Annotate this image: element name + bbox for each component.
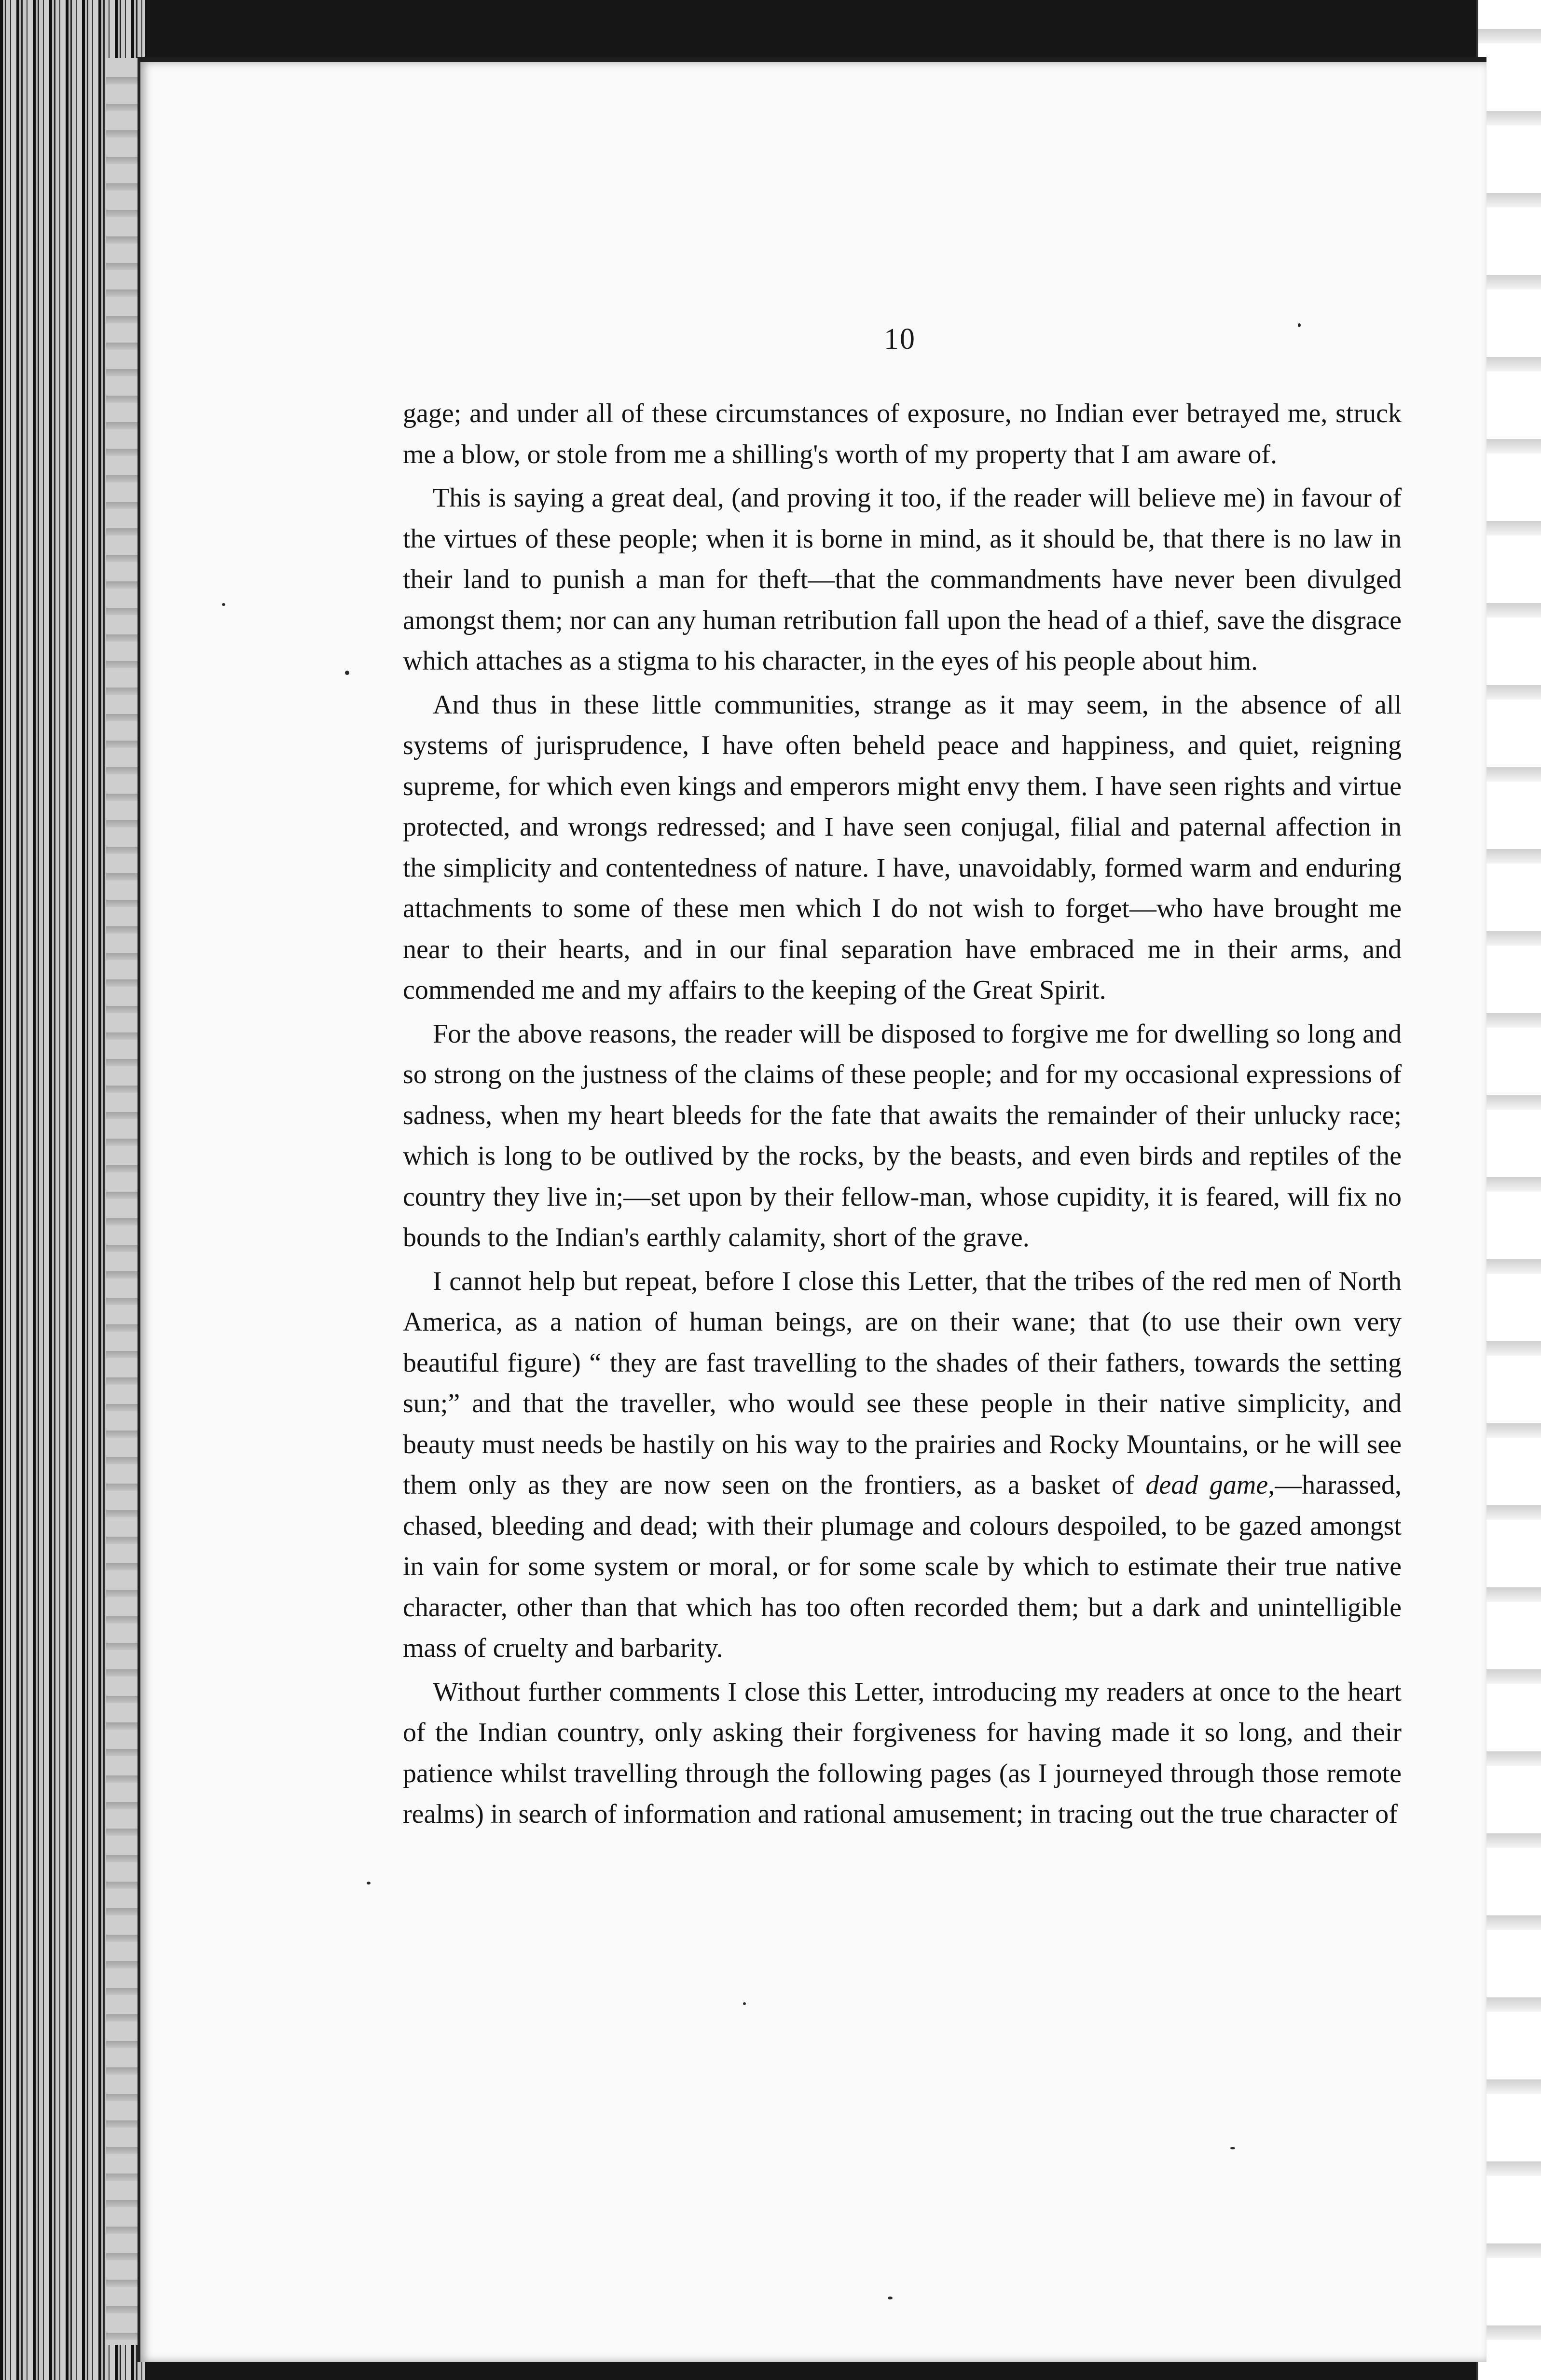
paragraph-6: Without further comments I close this Letter, introducing my readers at once to the heart of the Indian country, only asking their forgiveness for having made it so long, and their patience whilst travelling through the following pages (as I journeyed through those remote realms) in search of information and rational amusement; in tracing out the true character of <box>403 1677 1402 1829</box>
ink-speck <box>888 2297 893 2299</box>
ink-speck <box>1298 323 1301 327</box>
paragraph-5-end: —harassed, chased, bleeding and dead; with their plumage and colours despoiled, to be gazed amongst in vain for some system or moral, or for some scale by which to estimate their true native character, other than that which has too often recorded them; but a dark and unintelligible mass of cruelty and barbarity. <box>403 1470 1402 1663</box>
paragraph-2: This is saying a great deal, (and proving it too, if the reader will believe me) in favour of the virtues of these people; when it is borne in mind, as it should be, that there is no law in their land to punish a man for theft—that the commandments have never been divulged amongst them; nor can any human retribution fall upon the head of a thief, save the disgrace which attaches as a stigma to his character, in the eyes of his people about him. <box>403 483 1402 676</box>
paragraph-3: And thus in these little communities, strange as it may seem, in the absence of all systems of jurisprudence, I have often beheld peace and happiness, and quiet, reigning supreme, for which even kings and emperors might envy them. I have seen rights and virtue protected, and wrongs redressed; and I have seen conjugal, filial and paternal affection in the simplicity and contentedness of nature. I have, unavoidably, formed warm and enduring attachments to some of these men which I do not wish to forget—who have brought me near to their hearts, and in our final separation have embraced me in their arms, and commended me and my affairs to the keeping of the Great Spirit. <box>403 689 1402 1005</box>
ink-speck <box>1230 2147 1235 2149</box>
ink-speck <box>222 603 225 606</box>
paragraph-5 <box>403 1261 1402 1669</box>
paragraph-4: For the above reasons, the reader will be disposed to forgive me for dwelling so long and so strong on the justness of the claims of these people; and for my occasional expressions of sadness, when my heart bleeds for the fate that awaits the remainder of their unlucky race; which is long to be outlived by the rocks, by the beasts, and even birds and reptiles of the country they live in;—set upon by their fellow-man, whose cupidity, it is feared, will fix no bounds to the Indian's earthly calamity, short of the grave. <box>403 1018 1402 1252</box>
paragraph-5-start: I cannot help but repeat, before I close this Letter, that the tribes of the red men of North America, as a nation of human beings, are on their wane; that (to use their own very beautiful figure) “ they are fast travelling to the shades of their fathers, towards the setting sun;” and that the traveller, who would see these people in their native simplicity, and beauty must needs be hastily on his way to the prairies and Rocky Mountains, or he will see them only as they are now seen on the frontiers, as a basket of <box>403 1266 1402 1500</box>
body-text <box>403 393 1402 1835</box>
ink-speck <box>345 671 349 675</box>
ink-speck <box>743 2002 746 2005</box>
book-binding <box>0 0 145 2380</box>
paragraph-1: gage; and under all of these circumstances of exposure, no Indian ever betrayed me, struck me a blow, or stole from me a shilling's worth of my property that I am aware of. <box>403 399 1402 469</box>
ink-speck <box>367 1882 371 1885</box>
italic-phrase: dead game, <box>1145 1470 1275 1500</box>
page-number: 10 <box>884 323 916 356</box>
binding-edge <box>106 58 140 2345</box>
